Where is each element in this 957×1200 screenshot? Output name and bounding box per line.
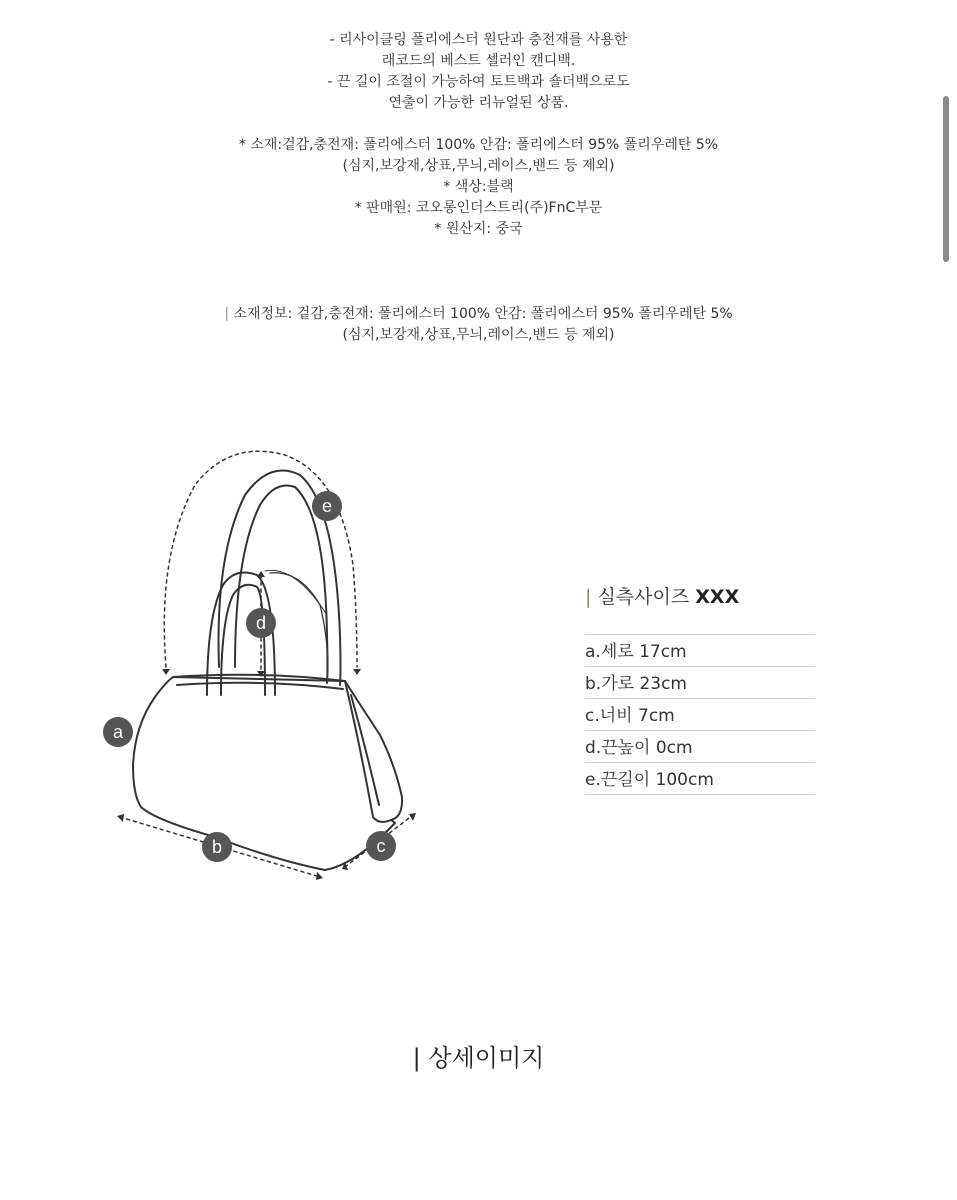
description-line: 연출이 가능한 리뉴얼된 상품. — [388, 95, 569, 111]
svg-text:d: d — [255, 613, 267, 633]
size-info — [585, 583, 815, 795]
material-info-label: 소재정보: 겉감,충전재: 폴리에스터 100% 안감: 폴리에스터 95% 폴리우레탄 5% — [233, 306, 733, 322]
marker-d — [246, 608, 276, 638]
bag-body-outline — [133, 677, 402, 870]
size-heading: | 실측사이즈 XXX — [585, 586, 740, 608]
spec-line-exclusions: (심지,보강재,상표,무늬,레이스,밴드 등 제외) — [342, 158, 615, 174]
svg-text:e: e — [321, 496, 333, 516]
product-description — [0, 30, 957, 240]
detail-images-title: | 상세이미지 — [412, 1044, 545, 1072]
svg-text:b: b — [211, 837, 223, 857]
size-row-width: b.가로 23cm — [585, 667, 815, 699]
spec-line-origin: * 원산지: 중국 — [434, 221, 523, 237]
section-bar: | — [585, 586, 598, 608]
size-list — [585, 634, 815, 795]
size-row-height: a.세로 17cm — [585, 635, 815, 667]
section-bar: | — [224, 306, 234, 322]
marker-e — [312, 491, 342, 521]
spec-line-seller: * 판매원: 코오롱인더스트리(주)FnC부문 — [354, 200, 603, 216]
spec-line-material: * 소재:겉감,충전재: 폴리에스터 100% 안감: 폴리에스터 95% 폴리우레탄 5% — [238, 137, 719, 153]
spec-line-color: * 색상:블랙 — [443, 179, 514, 195]
description-line: - 리사이클링 폴리에스터 원단과 충전재를 사용한 — [329, 32, 628, 48]
marker-c — [366, 831, 396, 861]
description-line: - 끈 길이 조절이 가능하여 토트백과 숄더백으로도 — [327, 74, 630, 90]
section-bar: | — [412, 1044, 429, 1072]
material-info-note: (심지,보강재,상표,무늬,레이스,밴드 등 제외) — [342, 327, 615, 343]
svg-text:c: c — [376, 836, 386, 856]
size-name: XXX — [695, 586, 740, 608]
marker-b — [202, 832, 232, 862]
description-line: 래코드의 베스트 셀러인 캔디백. — [381, 53, 576, 69]
size-row-strap-height: d.끈높이 0cm — [585, 731, 815, 763]
size-row-depth: c.너비 7cm — [585, 699, 815, 731]
bag-size-diagram — [95, 445, 425, 885]
marker-a — [103, 717, 133, 747]
scrollbar-thumb[interactable] — [943, 96, 949, 262]
svg-text:a: a — [112, 722, 124, 742]
material-info — [0, 304, 957, 346]
size-row-strap-length: e.끈길이 100cm — [585, 763, 815, 795]
